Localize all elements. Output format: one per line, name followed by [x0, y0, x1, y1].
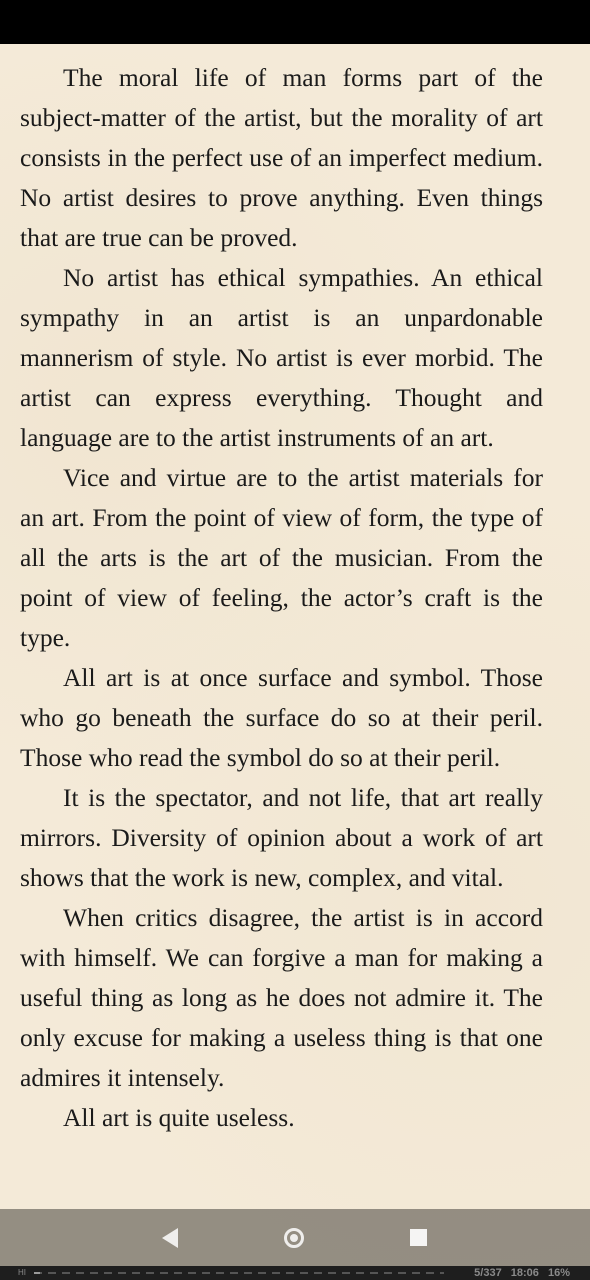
home-circle-icon	[284, 1228, 304, 1248]
paragraph: All art is quite useless.	[63, 1103, 295, 1132]
navigation-bar	[0, 1209, 590, 1266]
recents-square-icon	[410, 1229, 427, 1246]
page-position: 5/337	[474, 1267, 502, 1279]
reading-progress-fill	[34, 1272, 40, 1274]
paragraph: All art is at once surface and symbol. Those who go beneath the surface do so at their peril. Those who read the symbol do so at their peril.	[20, 663, 543, 772]
reading-progress-bar[interactable]	[34, 1272, 444, 1274]
recents-button[interactable]	[388, 1209, 448, 1266]
clock-time: 18:06	[510, 1267, 539, 1279]
footer-status	[468, 1266, 570, 1280]
battery-level: 16%	[547, 1267, 570, 1279]
reader-footer	[0, 1266, 590, 1280]
paragraph: No artist has ethical sympathies. An ethical sympathy in an artist is an unpardonable mannerism of style. No artist is ever morbid. The artist can express everything. Thought and language are to the artist instruments of an art.	[20, 263, 543, 452]
paragraph: The moral life of man forms part of the subject-matter of the artist, but the morality of art consists in the perfect use of an imperfect medium. No artist desires to prove anything. Even things that are true can be proved.	[20, 63, 543, 252]
book-text	[20, 58, 543, 1138]
home-button[interactable]	[264, 1209, 324, 1266]
reader-page[interactable]	[0, 44, 590, 1266]
status-bar	[0, 0, 590, 44]
paragraph: Vice and virtue are to the artist materials for an art. From the point of view of form, the type of all the arts is the art of the musician. From the point of view of feeling, the actor’s craft is the type.	[20, 463, 543, 652]
footer-left-label: HI	[18, 1268, 26, 1277]
paragraph: It is the spectator, and not life, that art really mirrors. Diversity of opinion about a work of art shows that the work is new, complex, and vital.	[20, 783, 543, 892]
back-button[interactable]	[140, 1209, 200, 1266]
paragraph: When critics disagree, the artist is in accord with himself. We can forgive a man for making a useful thing as long as he does not admire it. The only excuse for making a useless thing is that one admires it intensely.	[20, 903, 543, 1092]
back-triangle-icon	[162, 1228, 178, 1248]
